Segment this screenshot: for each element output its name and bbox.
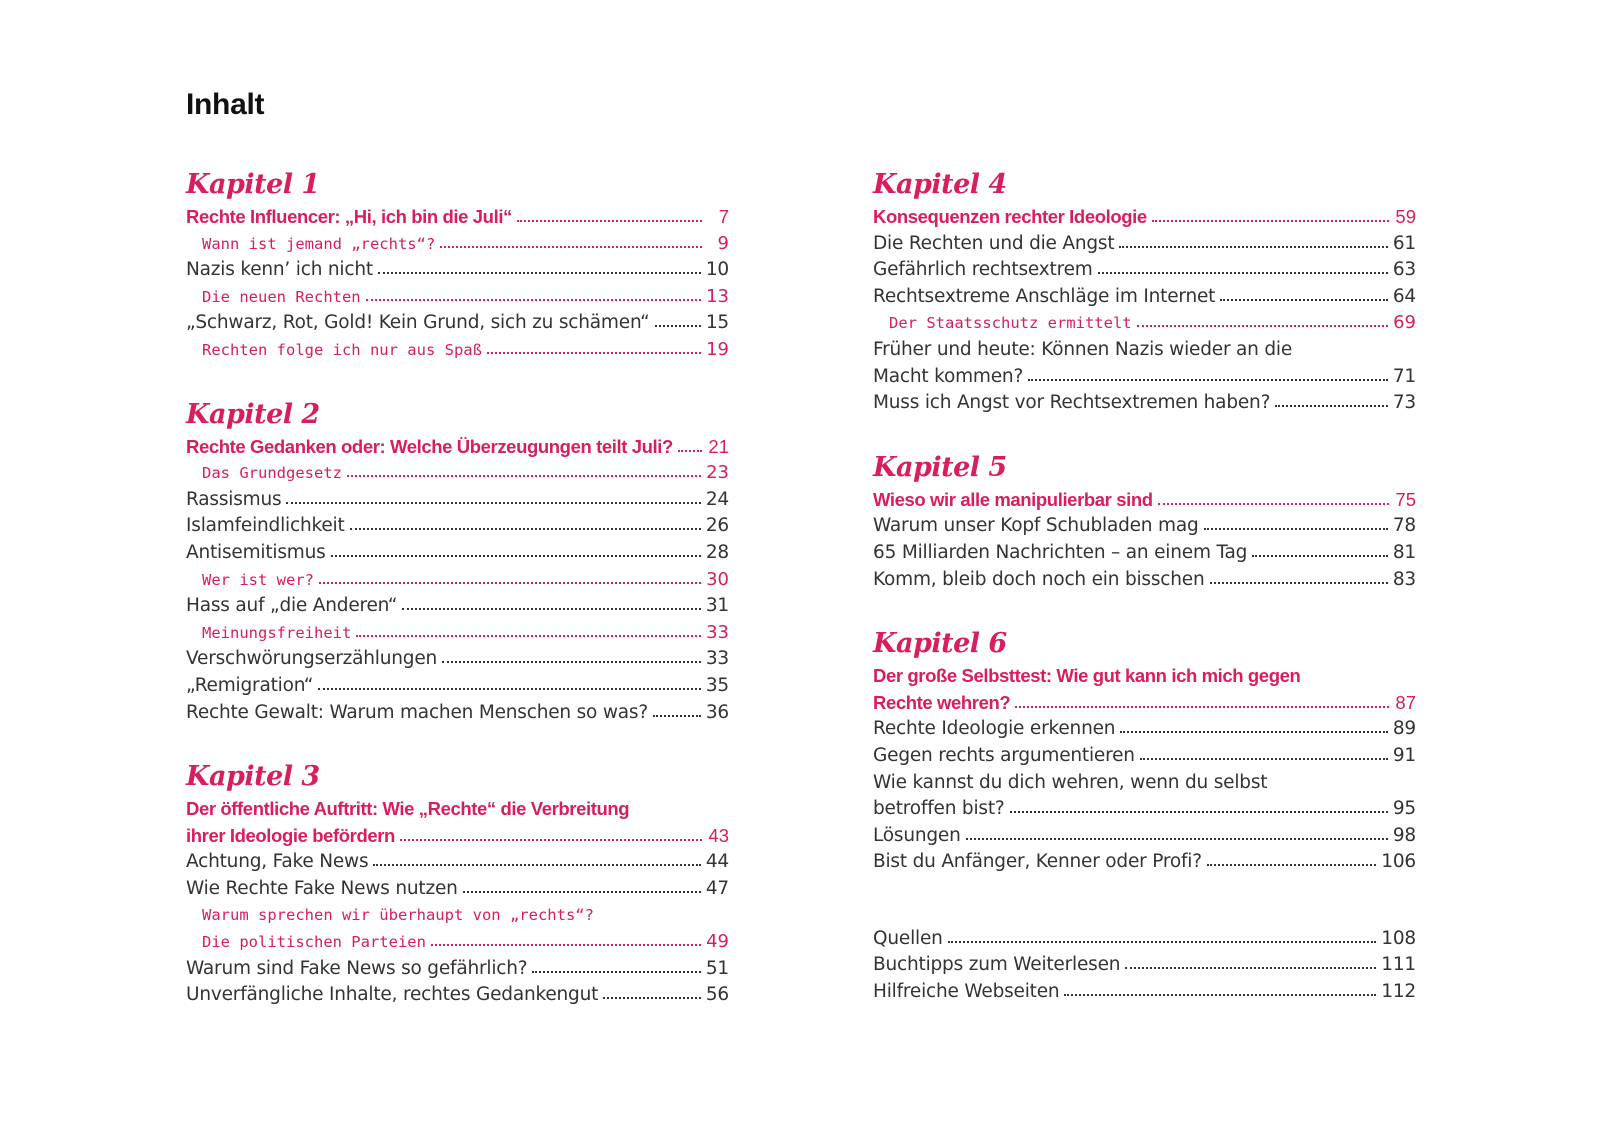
toc-main-entry[interactable] (186, 823, 729, 850)
toc-entry-title: Antisemitismus (186, 541, 326, 563)
toc-entry-title: Macht kommen? (873, 365, 1024, 387)
dot-leader (319, 573, 701, 585)
toc-entry-title: Gefährlich rechtsextrem (873, 259, 1093, 281)
toc-entry-title: Rechten folge ich nur aus Spaß (202, 340, 482, 359)
toc-entry[interactable] (873, 540, 1416, 567)
dot-leader (463, 882, 701, 894)
toc-main-entry[interactable] (186, 434, 729, 461)
chapter-section (186, 396, 729, 727)
toc-entry-title: Die neuen Rechten (202, 287, 361, 306)
toc-page-number: 31 (705, 595, 729, 617)
toc-entry[interactable] (186, 257, 729, 284)
toc-page-number: 111 (1381, 954, 1416, 976)
toc-page-number: 43 (708, 824, 729, 846)
toc-entry-title: Rassismus (186, 488, 282, 510)
toc-page-number: 30 (706, 568, 729, 590)
toc-page-number: 59 (1395, 206, 1416, 227)
dot-leader (286, 493, 700, 505)
toc-entry[interactable] (186, 876, 729, 903)
chapter-heading: Kapitel 5 (873, 451, 1007, 483)
toc-page-number: 13 (706, 285, 729, 307)
appendix-section (873, 926, 1416, 1006)
toc-page-number: 61 (1392, 232, 1416, 254)
dot-leader (1140, 749, 1388, 761)
toc-entry-title: Das Grundgesetz (202, 464, 342, 483)
toc-entry[interactable] (186, 849, 729, 876)
dot-leader (347, 466, 701, 478)
toc-page-number: 26 (705, 515, 729, 537)
toc-sub-entry[interactable] (186, 337, 729, 364)
dot-leader (400, 830, 702, 842)
toc-page-number: 78 (1392, 515, 1416, 537)
toc-entry-title-line: Früher und heute: Können Nazis wieder an die (873, 338, 1293, 360)
toc-entry-title: Unverfängliche Inhalte, rechtes Gedankengut (186, 984, 599, 1006)
toc-entry[interactable] (186, 540, 729, 567)
chapter-section (873, 625, 1416, 876)
toc-entry-title: Achtung, Fake News (186, 851, 369, 873)
dot-leader (356, 626, 701, 638)
toc-page-number: 91 (1392, 744, 1416, 766)
toc-entry-title: Die Rechten und die Angst (873, 232, 1115, 254)
dot-leader (350, 519, 701, 531)
toc-entry-title: Der Staatsschutz ermittelt (889, 314, 1132, 333)
toc-entry[interactable] (186, 956, 729, 983)
toc-main-entry[interactable] (873, 690, 1416, 717)
toc-page-number: 64 (1392, 285, 1416, 307)
toc-entry[interactable] (186, 700, 729, 727)
toc-entry[interactable] (186, 513, 729, 540)
dot-leader (655, 316, 701, 328)
toc-page-number: 35 (705, 674, 729, 696)
dot-leader (431, 935, 701, 947)
dot-leader (373, 855, 700, 867)
toc-sub-entry[interactable] (186, 567, 729, 594)
chapter-heading: Kapitel 2 (186, 398, 320, 430)
toc-page-number: 108 (1381, 927, 1416, 949)
chapter-section (873, 449, 1416, 593)
toc-entry[interactable] (873, 849, 1416, 876)
toc-entry[interactable] (873, 257, 1416, 284)
dot-leader (331, 546, 701, 558)
dot-leader (487, 343, 701, 355)
dot-leader (1119, 237, 1387, 249)
toc-entry-title: Konsequenzen rechter Ideologie (873, 206, 1147, 227)
toc-entry[interactable] (873, 284, 1416, 311)
toc-entry[interactable] (186, 593, 729, 620)
toc-entry-title: Quellen (873, 927, 943, 949)
toc-page-number: 9 (717, 232, 729, 254)
toc-entry-title: Bist du Anfänger, Kenner oder Profi? (873, 851, 1202, 873)
toc-entry[interactable] (873, 716, 1416, 743)
toc-page-number: 106 (1381, 851, 1416, 873)
toc-entry-title: Islamfeindlichkeit (186, 515, 345, 537)
toc-entry[interactable] (873, 567, 1416, 594)
toc-entry-title: Wieso wir alle manipulierbar sind (873, 488, 1153, 510)
toc-entry-title: Hilfreiche Webseiten (873, 981, 1060, 1003)
chapter-heading: Kapitel 6 (873, 628, 1007, 660)
toc-entry-title: Rechte Gewalt: Warum machen Menschen so was? (186, 701, 648, 723)
toc-sub-entry[interactable] (186, 929, 729, 956)
dot-leader (1028, 370, 1388, 382)
toc-column-left (186, 160, 729, 1009)
toc-sub-entry[interactable] (186, 620, 729, 647)
toc-entry-title: Wie Rechte Fake News nutzen (186, 877, 458, 899)
toc-entry-title: Muss ich Angst vor Rechtsextremen haben? (873, 392, 1271, 414)
toc-entry-title: „Remigration“ (186, 674, 314, 696)
toc-entry[interactable] (873, 952, 1416, 979)
dot-leader (1275, 396, 1388, 408)
toc-entry[interactable] (873, 231, 1416, 258)
toc-entry-title: Gegen rechts argumentieren (873, 744, 1135, 766)
toc-page-number: 44 (705, 851, 729, 873)
toc-entry[interactable] (186, 310, 729, 337)
toc-entry[interactable] (186, 646, 729, 673)
dot-leader (1252, 546, 1388, 558)
toc-entry[interactable] (186, 982, 729, 1009)
dot-leader (1220, 290, 1388, 302)
dot-leader (402, 599, 701, 611)
dot-leader (1125, 958, 1376, 970)
chapter-section (873, 166, 1416, 417)
chapter-section (186, 166, 729, 364)
page-title: Inhalt (186, 88, 265, 121)
toc-page-number: 36 (705, 701, 729, 723)
dot-leader (440, 237, 702, 249)
dot-leader (1098, 263, 1388, 275)
toc-entry-title: ihrer Ideologie befördern (186, 824, 395, 846)
toc-entry-title: „Schwarz, Rot, Gold! Kein Grund, sich zu schämen“ (186, 312, 650, 334)
toc-entry-title: Wann ist jemand „rechts“? (202, 234, 436, 253)
toc-sub-entry[interactable] (873, 310, 1416, 337)
dot-leader (1204, 519, 1388, 531)
dot-leader (366, 290, 701, 302)
toc-page-number: 73 (1392, 392, 1416, 414)
toc-entry-title: Wer ist wer? (202, 570, 314, 589)
dot-leader (653, 706, 701, 718)
dot-leader (378, 263, 701, 275)
chapter-section (186, 758, 729, 1009)
dot-leader (1015, 697, 1389, 709)
toc-entry-title: Nazis kenn’ ich nicht (186, 259, 373, 281)
toc-entry-title-line: Wie kannst du dich wehren, wenn du selbst (873, 771, 1268, 793)
dot-leader (1207, 855, 1376, 867)
toc-page-number: 112 (1381, 981, 1416, 1003)
toc-entry-title: Warum unser Kopf Schubladen mag (873, 515, 1199, 537)
toc-page-number: 49 (706, 931, 729, 953)
toc-page-number: 23 (706, 462, 729, 484)
toc-main-entry[interactable] (873, 204, 1416, 231)
chapter-heading: Kapitel 3 (186, 761, 320, 793)
toc-page-number: 21 (708, 435, 729, 457)
toc-page-number: 51 (705, 957, 729, 979)
dot-leader (318, 679, 701, 691)
toc-page-number: 33 (706, 621, 729, 643)
dot-leader (966, 829, 1388, 841)
toc-page-number: 89 (1392, 718, 1416, 740)
toc-entry-title: 65 Milliarden Nachrichten – an einem Tag (873, 541, 1248, 563)
toc-page-number: 33 (705, 648, 729, 670)
toc-entry[interactable] (873, 823, 1416, 850)
toc-page-number: 63 (1392, 259, 1416, 281)
toc-sub-entry[interactable] (186, 460, 729, 487)
dot-leader (1064, 985, 1376, 997)
toc-page-number: 10 (705, 259, 729, 281)
toc-entry-title: Rechte Ideologie erkennen (873, 718, 1116, 740)
toc-entry[interactable] (873, 364, 1416, 391)
toc-page-number: 47 (705, 877, 729, 899)
toc-entry[interactable] (873, 926, 1416, 953)
toc-entry-title: Rechte Gedanken oder: Welche Überzeugungen teilt Juli? (186, 435, 673, 457)
toc-entry-title: Die politischen Parteien (202, 933, 426, 952)
toc-page-number: 98 (1392, 824, 1416, 846)
toc-entry[interactable] (186, 673, 729, 700)
toc-entry-title: Buchtipps zum Weiterlesen (873, 954, 1121, 976)
toc-main-entry[interactable] (186, 204, 729, 231)
toc-page-number: 81 (1392, 541, 1416, 563)
toc-page-number: 24 (705, 488, 729, 510)
toc-entry-title-line: Warum sprechen wir überhaupt von „rechts“? (202, 906, 594, 925)
toc-entry-title: betroffen bist? (873, 798, 1005, 820)
toc-entry-title-line: Der große Selbsttest: Wie gut kann ich mich gegen (873, 665, 1301, 687)
toc-entry-title: Meinungsfreiheit (202, 623, 352, 642)
toc-entry[interactable] (873, 796, 1416, 823)
toc-page-number: 19 (706, 338, 729, 360)
toc-entry-title: Rechte Influencer: „Hi, ich bin die Juli“ (186, 206, 512, 227)
toc-page-number: 83 (1392, 568, 1416, 590)
toc-entry-title: Verschwörungserzählungen (186, 648, 438, 670)
toc-entry-title: Rechte wehren? (873, 691, 1011, 713)
toc-entry[interactable] (873, 743, 1416, 770)
chapter-heading: Kapitel 1 (186, 169, 320, 200)
dot-leader (1152, 211, 1389, 223)
toc-page-number: 71 (1392, 365, 1416, 387)
dot-leader (1120, 722, 1388, 734)
toc-column-right (873, 160, 1416, 1006)
toc-page-number: 69 (1393, 312, 1416, 334)
dot-leader (1010, 802, 1388, 814)
toc-page-number: 15 (705, 312, 729, 334)
toc-sub-entry[interactable] (186, 231, 729, 258)
toc-entry-title-line: Der öffentliche Auftritt: Wie „Rechte“ die Verbreitung (186, 798, 630, 820)
toc-page-number: 87 (1395, 691, 1416, 713)
toc-page-number: 95 (1392, 798, 1416, 820)
toc-entry[interactable] (186, 487, 729, 514)
toc-entry-title: Warum sind Fake News so gefährlich? (186, 957, 528, 979)
dot-leader (1137, 316, 1388, 328)
toc-page-number: 7 (718, 206, 729, 227)
toc-entry-title: Hass auf „die Anderen“ (186, 595, 398, 617)
chapter-heading: Kapitel 4 (873, 169, 1007, 200)
dot-leader (603, 988, 701, 1000)
toc-page-number: 56 (705, 984, 729, 1006)
dot-leader (1210, 573, 1388, 585)
toc-entry[interactable] (873, 513, 1416, 540)
dot-leader (532, 962, 700, 974)
toc-entry-title: Lösungen (873, 824, 961, 846)
dot-leader (948, 932, 1377, 944)
dot-leader (442, 652, 701, 664)
toc-entry-title: Komm, bleib doch noch ein bisschen (873, 568, 1205, 590)
toc-entry[interactable] (873, 390, 1416, 417)
toc-page-number: 75 (1395, 488, 1416, 510)
toc-sub-entry[interactable] (186, 284, 729, 311)
toc-page-number: 28 (705, 541, 729, 563)
dot-leader (1158, 494, 1389, 506)
toc-main-entry[interactable] (873, 487, 1416, 514)
dot-leader (517, 211, 702, 223)
toc-entry[interactable] (873, 979, 1416, 1006)
toc-entry-title: Rechtsextreme Anschläge im Internet (873, 285, 1216, 307)
dot-leader (678, 441, 702, 453)
